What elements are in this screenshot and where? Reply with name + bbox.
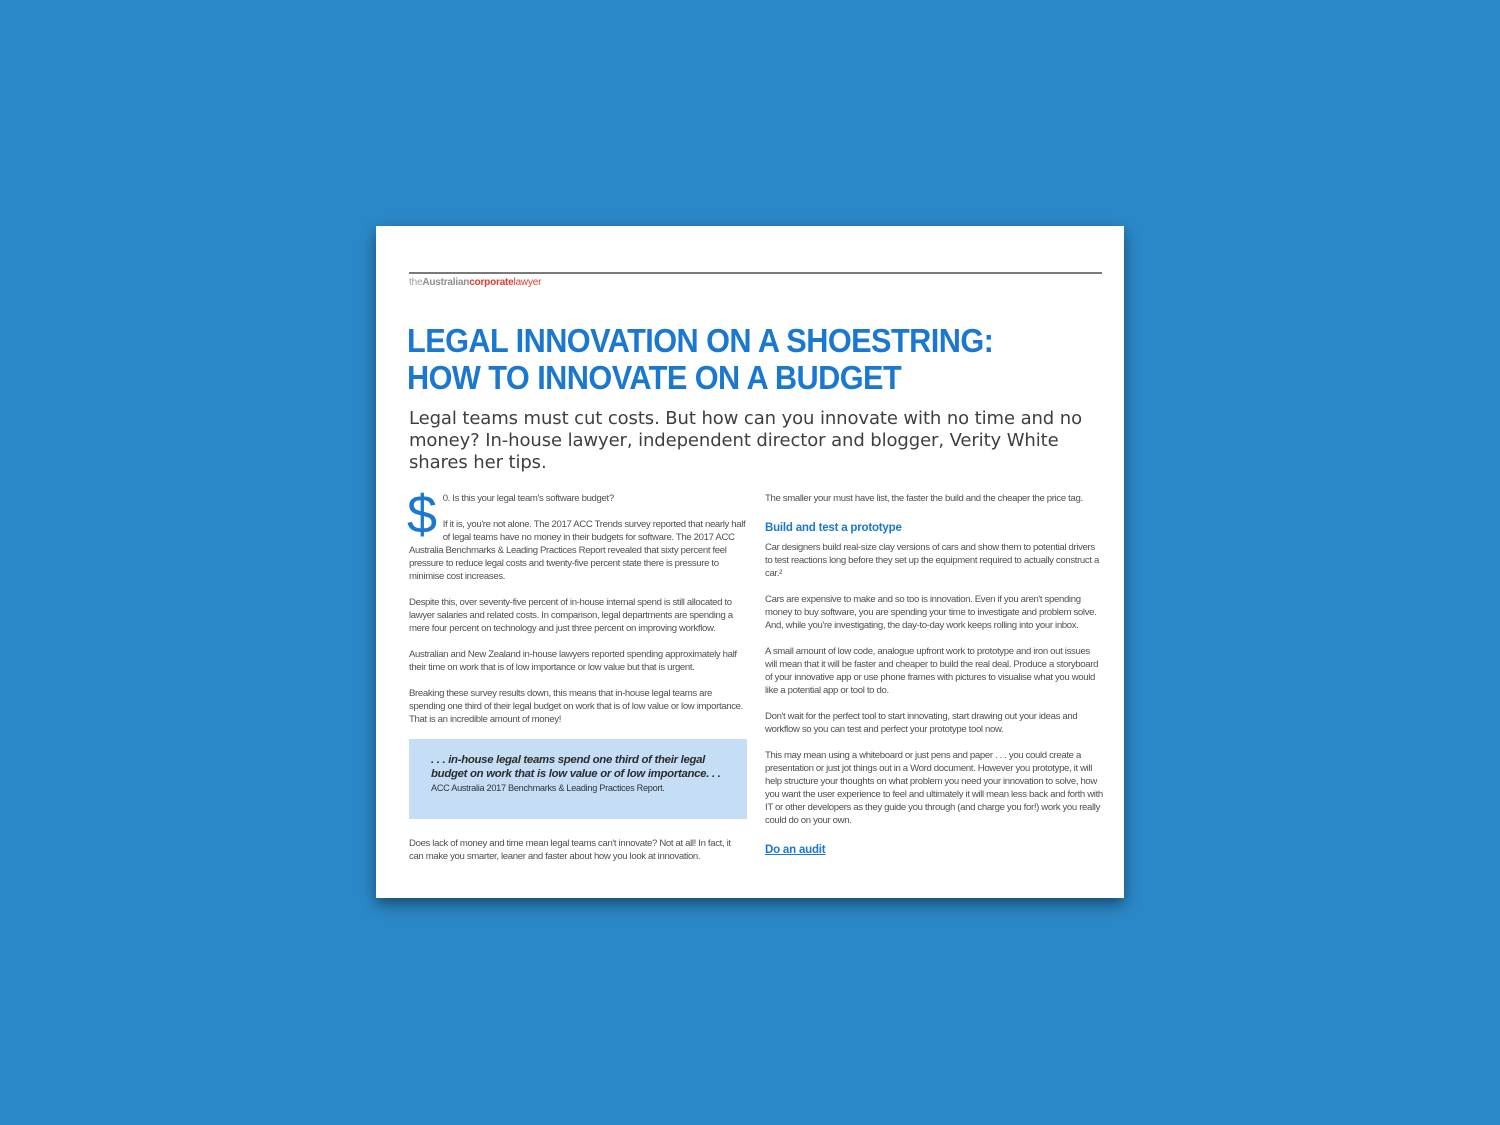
paragraph: Don't wait for the perfect tool to start innovating, start drawing out your ideas and workflow so you can test and perfect your prototype tool now. xyxy=(765,711,1078,735)
paragraph: Breaking these survey results down, this means that in-house legal teams are spending one third of their legal budget on work that is of low value or low importance. That is an incredible amount of money! xyxy=(409,688,743,725)
title-line-1: LEGAL INNOVATION ON A SHOESTRING: xyxy=(407,322,994,359)
title-line-2: HOW TO INNOVATE ON A BUDGET xyxy=(407,359,902,396)
paragraph: Car designers build real-size clay versions of cars and show them to potential drivers to test reactions long before they set up the equipment required to actually construct a car.² xyxy=(765,542,1099,579)
paragraph: Australian and New Zealand in-house lawyers reported spending approximately half their time on work that is of low importance or low value but that is urgent. xyxy=(409,649,737,673)
paragraph: Cars are expensive to make and so too is innovation. Even if you aren't spending money to buy software, you are spending your time to investigate and problem solve. And, while you're investigating, the day-to-day work keeps rolling into your inbox. xyxy=(765,594,1097,631)
article-title xyxy=(407,322,1058,396)
masthead xyxy=(409,277,541,288)
paragraph: Does lack of money and time mean legal teams can't innovate? Not at all! In fact, it can make you smarter, leaner and faster about how you look at innovation. xyxy=(409,838,731,862)
intro-block xyxy=(407,485,747,583)
dollar-dropcap: $ xyxy=(407,485,437,545)
masthead-the: the xyxy=(409,277,423,288)
intro-line: 0. Is this your legal team's software budget? xyxy=(442,493,614,504)
paragraph: The smaller your must have list, the faster the build and the cheaper the price tag. xyxy=(765,493,1083,504)
header-rule xyxy=(409,272,1102,274)
paragraph: If it is, you're not alone. The 2017 ACC Trends survey reported that nearly half of legal teams have no money in their budgets for software. The 2017 ACC Australia Benchmarks & Leading Practices Report revealed that sixty percent feel pressure to reduce legal costs and twenty-five percent state there is pressure to minimise cost increases. xyxy=(409,519,746,582)
article-subtitle: Legal teams must cut costs. But how can you innovate with no time and no money? In-house lawyer, independent director and blogger, Verity White shares her tips. xyxy=(409,408,1082,473)
paragraph: This may mean using a whiteboard or just pens and paper . . . you could create a presentation or just jot things out in a Word document. However you prototype, it will help structure your thoughts on what problem you need your innovation to solve, how you want the user experience to feel and ultimately it will mean less back and forth with IT or other developers as they guide you through (and charge you for!) work you really could do on your own. xyxy=(765,750,1103,826)
document-page xyxy=(376,226,1124,898)
pull-quote-source: ACC Australia 2017 Benchmarks & Leading Practices Report. xyxy=(431,783,665,793)
right-column xyxy=(765,492,1103,863)
paragraph: A small amount of low code, analogue upfront work to prototype and iron out issues will mean that it will be faster and cheaper to build the real deal. Produce a storyboard of your innovative app or use phone frames with pictures to visualise what you would like a potential app or tool to do. xyxy=(765,646,1099,696)
masthead-lawyer: lawyer xyxy=(513,277,542,288)
left-column xyxy=(407,485,747,876)
pull-quote-text: . . . in-house legal teams spend one third of their legal budget on work that is low value or of low importance. . . xyxy=(431,754,721,780)
section-heading: Do an audit xyxy=(765,844,826,856)
masthead-australian: Australian xyxy=(422,277,470,288)
paragraph: Despite this, over seventy-five percent of in-house internal spend is still allocated to lawyer salaries and related costs. In comparison, legal departments are spending a mere four percent on technology and just three percent on improving workflow. xyxy=(409,597,733,634)
section-heading: Build and test a prototype xyxy=(765,522,902,534)
masthead-corporate: corporate xyxy=(469,277,514,288)
pull-quote xyxy=(409,739,747,819)
